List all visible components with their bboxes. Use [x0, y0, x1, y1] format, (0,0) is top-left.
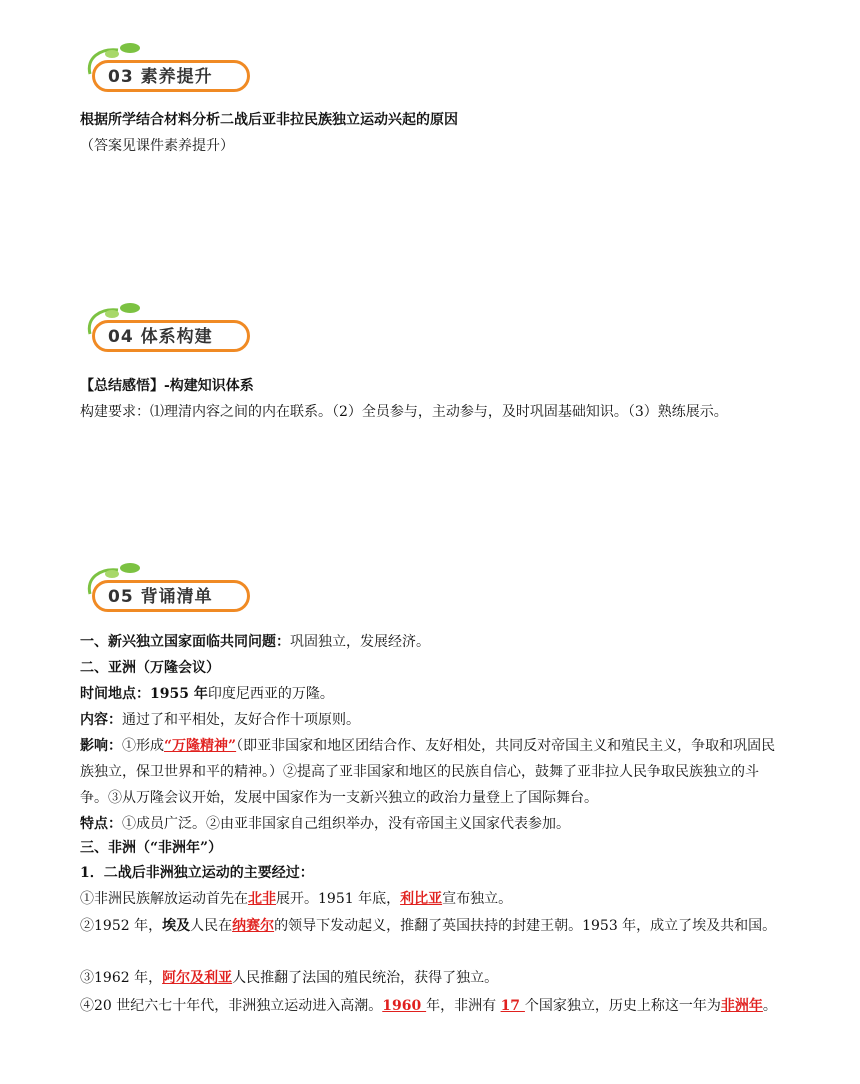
impact-pre: ①形成 [122, 738, 164, 754]
point-4-c: 个国家独立，历史上称这一年为 [524, 998, 721, 1014]
content-text: 通过了和平相处，友好合作十项原则。 [122, 712, 360, 728]
content-line [80, 710, 780, 730]
keyword-1960: 1960 [382, 998, 427, 1014]
impact-paragraph [80, 733, 780, 811]
point-4-d: 。 [762, 998, 777, 1014]
time-label: 时间地点： [80, 686, 150, 702]
time-year: 1955 年 [150, 686, 208, 702]
point-2-egypt: 埃及 [162, 918, 191, 934]
time-place [80, 684, 780, 704]
point-1 [80, 889, 780, 909]
point-1-a: ①非洲民族解放运动首先在 [80, 891, 248, 907]
point-4-a: ④20 世纪六七十年代，非洲独立运动进入高潮。 [80, 998, 383, 1014]
feature-label: 特点： [80, 816, 122, 832]
impact-text: （即亚非国家和地区团结合作、友好相处，共同反对帝国主义和殖民主义，争取和巩固民族独立，保卫世界和平的精神。）②提高了亚非国家和地区的民族自信心，鼓舞了亚非拉人民争取民族独立的斗争。③从万隆会议开始，发展中国家作为一支新兴独立的政治力量登上了国际舞台。 [80, 738, 776, 806]
item-3-title: 三、非洲（“非洲年”） [80, 840, 223, 856]
keyword-africa-year: 非洲年 [720, 998, 763, 1014]
item-2-title: 二、亚洲（万隆会议） [80, 660, 220, 676]
section-title: 05 背诵清单 [108, 587, 213, 607]
point-1-b: 展开。1951 年底， [276, 891, 401, 907]
time-text: 印度尼西亚的万隆。 [207, 686, 334, 702]
sub-1-title: 1．二战后非洲独立运动的主要经过： [80, 865, 314, 881]
section-title: 03 素养提升 [108, 67, 213, 87]
point-2-c: 人民在 [190, 918, 233, 934]
build-requirement: 构建要求：⑴理清内容之间的内在联系。（2）全员参与，主动参与，及时巩固基础知识。（3）熟练展示。 [80, 404, 728, 420]
point-2-a: ②1952 年， [80, 918, 163, 934]
keyword-nasser: 纳赛尔 [232, 918, 275, 934]
answer-note: （答案见课件素养提升） [80, 138, 234, 154]
section-header-04 [78, 300, 258, 358]
point-4-b: 年，非洲有 [426, 998, 501, 1014]
feature-text: ①成员广泛。②由亚非国家自己组织举办，没有帝国主义国家代表参加。 [122, 816, 570, 832]
item-1-title: 一、新兴独立国家面临共同问题： [80, 634, 290, 650]
keyword-north-africa: 北非 [248, 891, 276, 907]
summary-heading: 【总结感悟】-构建知识体系 [80, 378, 254, 394]
point-3-b: 人民推翻了法国的殖民统治，获得了独立。 [232, 970, 499, 986]
point-2-d: 的领导下发动起义，推翻了英国扶持的封建王朝。1953 年，成立了埃及共和国。 [274, 918, 777, 934]
keyword-libya: 利比亚 [400, 891, 443, 907]
keyword-algeria: 阿尔及利亚 [162, 970, 233, 986]
section-header-03 [78, 40, 258, 98]
section-header-05 [78, 560, 258, 618]
item-1-text: 巩固独立，发展经济。 [290, 634, 430, 650]
point-3-a: ③1962 年， [80, 970, 163, 986]
point-3 [80, 968, 780, 988]
content-label: 内容： [80, 712, 122, 728]
point-1-c: 宣布独立。 [442, 891, 513, 907]
section-title: 04 体系构建 [108, 327, 213, 347]
item-1 [80, 632, 780, 652]
point-4 [80, 993, 780, 1019]
keyword-17: 17 [500, 998, 525, 1014]
keyword-wanlong-spirit: “万隆精神” [164, 738, 237, 754]
impact-label: 影响： [80, 738, 122, 754]
feature-line [80, 814, 780, 834]
question-text: 根据所学结合材料分析二战后亚非拉民族独立运动兴起的原因 [80, 112, 458, 128]
point-2 [80, 913, 780, 939]
